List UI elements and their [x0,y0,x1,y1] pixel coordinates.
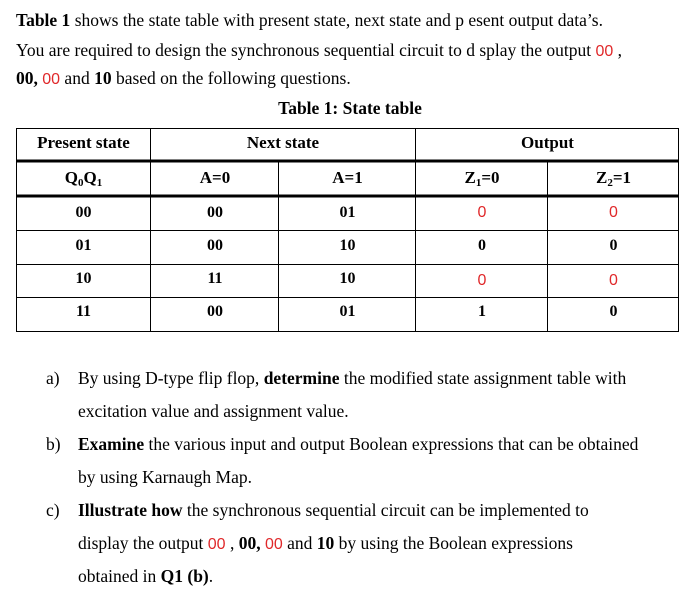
row2-z1: 0 [478,237,486,254]
question-a-keyword: determine [263,368,340,388]
output-code-red: 00 [42,71,61,88]
question-b-keyword: Examine [78,434,145,454]
question-c-text-3: by using the Boolean expressions [334,533,573,553]
row3-next-a1: 10 [339,270,356,287]
question-a [78,362,682,395]
z2-letter: Z [595,168,608,187]
question-b-line2: by using Karnaugh Map. [78,467,253,487]
header-z1 [416,168,548,189]
output-code-red: 00 [207,536,226,553]
z2-eq: =1 [612,168,632,187]
header-a1: A=1 [332,168,363,187]
question-a-text: By using D-type flip flop, [78,368,264,388]
question-c-label: c) [46,500,60,520]
header-output: Output [521,133,574,152]
z2-subscript: 2 [607,177,613,189]
row3-present: 10 [75,270,92,287]
row4-next-a1: 01 [339,303,356,320]
z1-eq: =0 [481,168,500,187]
intro-text-3: and [60,68,95,88]
question-a-label: a) [46,368,60,388]
question-b [78,428,682,461]
intro-text-3-end: based on the following questions. [111,68,351,88]
row4-z2: 0 [609,303,618,320]
question-c-sep: , [225,533,239,553]
row3-z1: 0 [477,272,487,289]
question-c-line3 [78,560,682,593]
row4-present: 11 [75,303,92,320]
row2-z2: 0 [609,237,618,254]
intro-text-1: shows the state table with present state, next state and p esent output data’s. [70,10,603,30]
row4-z1: 1 [478,303,486,320]
question-ref: Q1 (b) [160,566,209,586]
header-z2 [548,168,679,189]
output-code-red: 00 [595,43,614,60]
row1-z2: 0 [609,204,618,221]
row2-next-a1: 10 [339,237,356,254]
question-c [78,494,682,527]
table-caption: Table 1: State table [278,98,422,118]
row1-present: 00 [75,204,92,221]
row2-present: 01 [75,237,92,254]
row3-z2: 0 [609,272,618,289]
output-code: 10 [316,533,335,553]
header-a0: A=0 [199,168,231,187]
output-code: 10 [94,68,112,88]
question-c-text-2: display the output [78,533,208,553]
row2-next-a0: 00 [207,237,223,254]
header-next-state: Next state [246,133,320,152]
question-c-text: the synchronous sequential circuit can be implemented to [182,500,589,520]
header-q0q1 [16,168,151,189]
header-present-state: Present state [37,133,130,152]
row4-next-a0: 00 [207,303,223,320]
question-b-label: b) [46,434,61,454]
question-a-line2: excitation value and assignment value. [78,401,349,421]
row1-next-a1: 01 [339,204,356,221]
question-c-and: and [282,533,317,553]
row3-next-a0: 11 [207,270,223,287]
question-c-text-4: obtained in [78,566,161,586]
output-code-red: 00 [264,536,283,553]
q1-letter: Q [83,168,97,187]
output-code: 00, [16,68,38,88]
output-code: 00, [238,533,261,553]
z1-subscript: 1 [475,177,482,189]
intro-text-2: You are required to design the synchronous sequential circuit to d splay the output [16,40,596,60]
row1-next-a0: 00 [207,204,223,221]
q0-subscript: 0 [78,177,84,189]
question-c-period: . [208,566,214,586]
intro-text-2-end: , [613,40,623,60]
question-c-keyword: Illustrate how [78,500,183,520]
question-b-text: the various input and output Boolean expressions that can be obtained [144,434,639,454]
z1-letter: Z [464,168,476,187]
q1-subscript: 1 [96,177,103,189]
question-c-line2 [78,527,682,561]
question-a-text-2: the modified state assignment table with [339,368,627,388]
table-ref: Table 1 [16,10,71,30]
q0-letter: Q [64,168,78,187]
row1-z1: 0 [477,204,487,221]
